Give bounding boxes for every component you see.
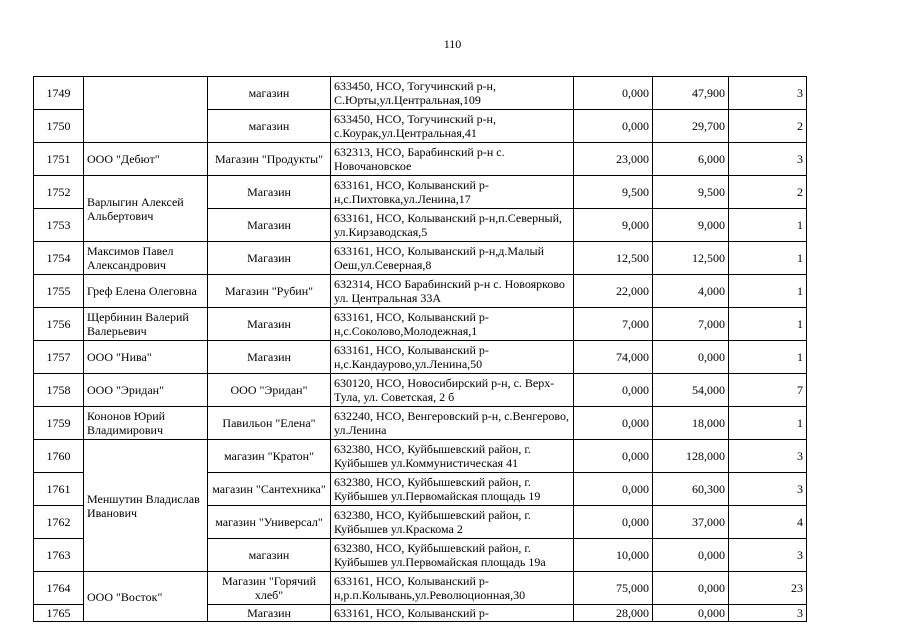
address-cell: 632313, НСО, Барабинский р-н с. Новочановское	[331, 143, 574, 176]
address-cell: 633161, НСО, Колыванский р-	[331, 605, 574, 622]
value-cell: 54,000	[653, 374, 729, 407]
count-cell: 2	[729, 176, 807, 209]
row-number-cell: 1761	[34, 473, 84, 506]
table-row	[34, 275, 807, 308]
object-cell: Магазин	[208, 209, 331, 242]
organization-cell	[84, 77, 208, 143]
row-number-cell: 1760	[34, 440, 84, 473]
address-cell: 632380, НСО, Куйбышевский район, г. Куйбышев ул.Первомайская площадь 19а	[331, 539, 574, 572]
value-cell: 75,000	[574, 572, 653, 605]
value-cell: 74,000	[574, 341, 653, 374]
value-cell: 28,000	[574, 605, 653, 622]
value-cell: 0,000	[574, 473, 653, 506]
table-row	[34, 341, 807, 374]
organization-cell: Максимов Павел Александрович	[84, 242, 208, 275]
object-cell: магазин "Универсал"	[208, 506, 331, 539]
value-cell: 0,000	[574, 506, 653, 539]
row-number-cell: 1758	[34, 374, 84, 407]
object-cell: Павильон "Елена"	[208, 407, 331, 440]
count-cell: 3	[729, 539, 807, 572]
row-number-cell: 1749	[34, 77, 84, 110]
value-cell: 0,000	[574, 374, 653, 407]
value-cell: 0,000	[653, 341, 729, 374]
organization-cell: Щербинин Валерий Валерьевич	[84, 308, 208, 341]
value-cell: 0,000	[653, 539, 729, 572]
address-cell: 633161, НСО, Колыванский р-н,д.Малый Оеш,ул.Северная,8	[331, 242, 574, 275]
organization-cell: Меншутин Владислав Иванович	[84, 440, 208, 572]
count-cell: 3	[729, 473, 807, 506]
object-cell: магазин	[208, 539, 331, 572]
object-cell: магазин	[208, 110, 331, 143]
count-cell: 7	[729, 374, 807, 407]
object-cell: Магазин	[208, 605, 331, 622]
address-cell: 632240, НСО, Венгеровский р-н, с.Венгерово, ул.Ленина	[331, 407, 574, 440]
row-number-cell: 1754	[34, 242, 84, 275]
address-cell: 633161, НСО, Колыванский р-н,с.Пихтовка,ул.Ленина,17	[331, 176, 574, 209]
object-cell: магазин "Сантехника"	[208, 473, 331, 506]
row-number-cell: 1759	[34, 407, 84, 440]
object-cell: Магазин	[208, 308, 331, 341]
value-cell: 128,000	[653, 440, 729, 473]
table-row	[34, 77, 807, 110]
object-cell: ООО "Эридан"	[208, 374, 331, 407]
table-row	[34, 176, 807, 209]
row-number-cell: 1763	[34, 539, 84, 572]
count-cell: 3	[729, 77, 807, 110]
count-cell: 3	[729, 605, 807, 622]
organization-cell: ООО "Дебют"	[84, 143, 208, 176]
value-cell: 6,000	[653, 143, 729, 176]
object-cell: Магазин "Рубин"	[208, 275, 331, 308]
row-number-cell: 1757	[34, 341, 84, 374]
address-cell: 633161, НСО, Колыванский р-н,с.Кандаурово,ул.Ленина,50	[331, 341, 574, 374]
value-cell: 9,000	[653, 209, 729, 242]
address-cell: 632314, НСО Барабинский р-н с. Новоярково ул. Центральная 33А	[331, 275, 574, 308]
value-cell: 9,500	[653, 176, 729, 209]
value-cell: 0,000	[574, 77, 653, 110]
table-row	[34, 572, 807, 605]
value-cell: 0,000	[574, 407, 653, 440]
organization-cell: ООО "Эридан"	[84, 374, 208, 407]
row-number-cell: 1750	[34, 110, 84, 143]
address-cell: 633161, НСО, Колыванский р-н,р.п.Колывань,ул.Революционная,30	[331, 572, 574, 605]
count-cell: 1	[729, 341, 807, 374]
count-cell: 23	[729, 572, 807, 605]
row-number-cell: 1764	[34, 572, 84, 605]
organization-cell: Греф Елена Олеговна	[84, 275, 208, 308]
object-cell: Магазин	[208, 176, 331, 209]
row-number-cell: 1756	[34, 308, 84, 341]
page-number: 110	[443, 37, 462, 51]
count-cell: 1	[729, 209, 807, 242]
table-row	[34, 407, 807, 440]
value-cell: 60,300	[653, 473, 729, 506]
object-cell: магазин "Кратон"	[208, 440, 331, 473]
value-cell: 12,500	[653, 242, 729, 275]
value-cell: 22,000	[574, 275, 653, 308]
address-cell: 633161, НСО, Колыванский р-н,п.Северный, ул.Кирзаводская,5	[331, 209, 574, 242]
table-row	[34, 440, 807, 473]
organization-cell: Варлыгин Алексей Альбертович	[84, 176, 208, 242]
table-row	[34, 374, 807, 407]
object-cell: Магазин "Продукты"	[208, 143, 331, 176]
count-cell: 3	[729, 440, 807, 473]
object-cell: магазин	[208, 77, 331, 110]
value-cell: 9,500	[574, 176, 653, 209]
value-cell: 10,000	[574, 539, 653, 572]
value-cell: 47,900	[653, 77, 729, 110]
row-number-cell: 1755	[34, 275, 84, 308]
address-cell: 633450, НСО, Тогучинский р-н, С.Юрты,ул.Центральная,109	[331, 77, 574, 110]
address-cell: 632380, НСО, Куйбышевский район, г. Куйбышев ул.Коммунистическая 41	[331, 440, 574, 473]
count-cell: 1	[729, 407, 807, 440]
value-cell: 37,000	[653, 506, 729, 539]
value-cell: 0,000	[653, 605, 729, 622]
row-number-cell: 1765	[34, 605, 84, 622]
organization-cell: Кононов Юрий Владимирович	[84, 407, 208, 440]
table-row	[34, 143, 807, 176]
count-cell: 1	[729, 275, 807, 308]
value-cell: 0,000	[574, 440, 653, 473]
value-cell: 7,000	[653, 308, 729, 341]
object-cell: Магазин	[208, 242, 331, 275]
value-cell: 7,000	[574, 308, 653, 341]
value-cell: 23,000	[574, 143, 653, 176]
value-cell: 18,000	[653, 407, 729, 440]
object-cell: Магазин "Горячий хлеб"	[208, 572, 331, 605]
address-cell: 630120, НСО, Новосибирский р-н, с. Верх-Тула, ул. Советская, 2 б	[331, 374, 574, 407]
count-cell: 1	[729, 242, 807, 275]
table-row	[34, 242, 807, 275]
object-cell: Магазин	[208, 341, 331, 374]
address-cell: 632380, НСО, Куйбышевский район, г. Куйбышев ул.Краскома 2	[331, 506, 574, 539]
address-cell: 633161, НСО, Колыванский р-н,с.Соколово,Молодежная,1	[331, 308, 574, 341]
address-cell: 633450, НСО, Тогучинский р-н, с.Коурак,ул.Центральная,41	[331, 110, 574, 143]
address-cell: 632380, НСО, Куйбышевский район, г. Куйбышев ул.Первомайская площадь 19	[331, 473, 574, 506]
row-number-cell: 1753	[34, 209, 84, 242]
value-cell: 12,500	[574, 242, 653, 275]
row-number-cell: 1751	[34, 143, 84, 176]
table-row	[34, 308, 807, 341]
registry-table	[33, 76, 807, 622]
row-number-cell: 1752	[34, 176, 84, 209]
count-cell: 4	[729, 506, 807, 539]
organization-cell: ООО "Нива"	[84, 341, 208, 374]
count-cell: 1	[729, 308, 807, 341]
organization-cell: ООО "Восток"	[84, 572, 208, 622]
count-cell: 2	[729, 110, 807, 143]
value-cell: 0,000	[653, 572, 729, 605]
value-cell: 9,000	[574, 209, 653, 242]
value-cell: 4,000	[653, 275, 729, 308]
value-cell: 0,000	[574, 110, 653, 143]
row-number-cell: 1762	[34, 506, 84, 539]
count-cell: 3	[729, 143, 807, 176]
value-cell: 29,700	[653, 110, 729, 143]
